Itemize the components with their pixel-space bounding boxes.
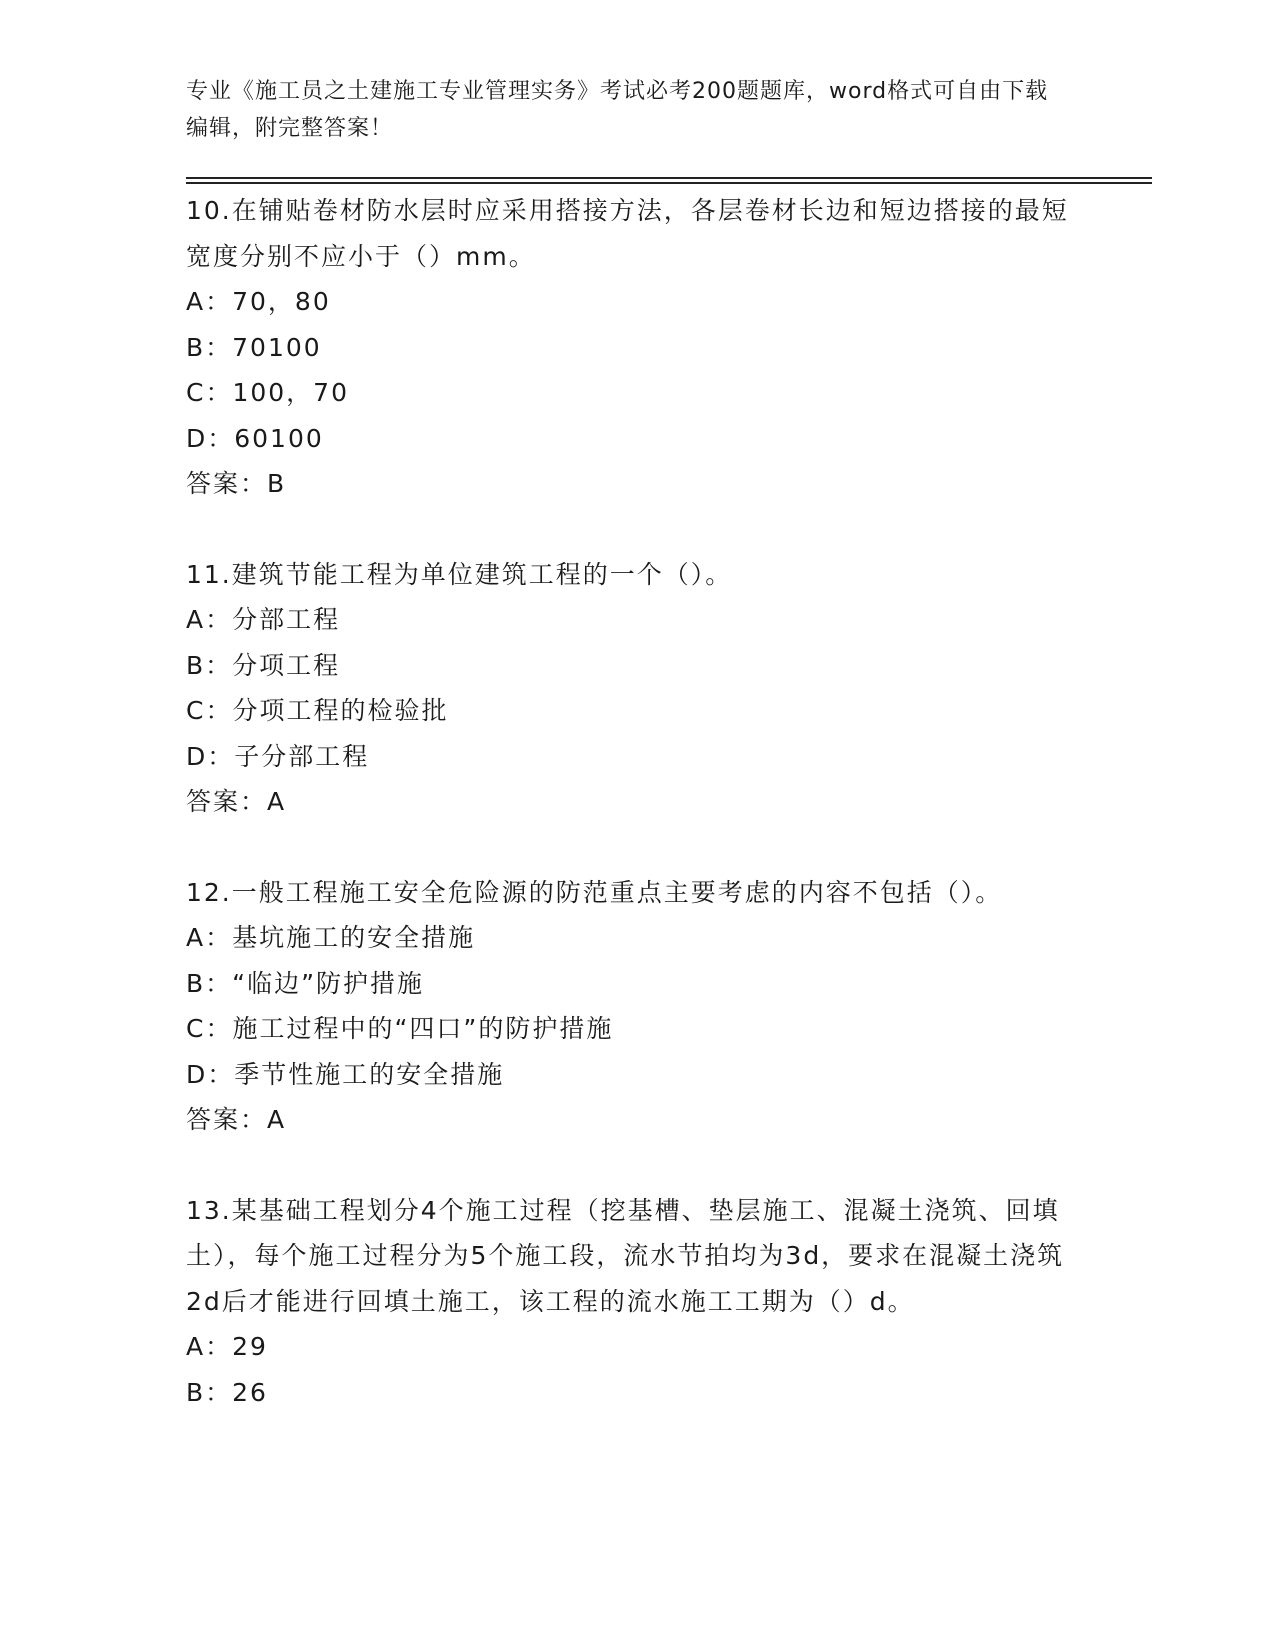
question-text: 13.某基础工程划分4个施工过程（挖基槽、垫层施工、混凝土浇筑、回填土），每个施工过程分为5个施工段，流水节拍均为3d，要求在混凝土浇筑2d后才能进行回填土施工，该工程的流水施工工期为（）d。	[186, 1195, 1065, 1316]
document-header: 专业《施工员之土建施工专业管理实务》考试必考200题题库，word格式可自由下载编辑，附完整答案！	[186, 79, 1049, 141]
option-c: C：施工过程中的“四口”的防护措施	[186, 1014, 614, 1043]
option-b: B：“临边”防护措施	[186, 968, 425, 998]
header-divider-bottom	[186, 182, 1152, 184]
option-c: C：分项工程的检验批	[186, 696, 449, 725]
option-d: D：季节性施工的安全措施	[186, 1059, 505, 1089]
header-divider-top	[186, 177, 1152, 179]
question-10	[186, 188, 1086, 507]
question-text: 11.建筑节能工程为单位建筑工程的一个（）。	[186, 559, 733, 589]
answer-text: 答案：B	[186, 469, 287, 498]
option-b: B：70100	[186, 332, 322, 362]
question-text: 12.一般工程施工安全危险源的防范重点主要考虑的内容不包括（）。	[186, 877, 1003, 907]
option-a: A：29	[186, 1332, 268, 1361]
question-11	[186, 552, 1086, 825]
option-b: B：26	[186, 1377, 268, 1407]
option-a: A：分部工程	[186, 605, 341, 634]
answer-text: 答案：A	[186, 787, 287, 816]
option-b: B：分项工程	[186, 650, 341, 680]
question-12	[186, 870, 1086, 1143]
option-c: C：100，70	[186, 378, 349, 407]
option-d: D：60100	[186, 423, 324, 453]
question-list	[186, 188, 1086, 1415]
option-d: D：子分部工程	[186, 741, 370, 771]
option-a: A：70，80	[186, 287, 331, 316]
question-text: 10.在铺贴卷材防水层时应采用搭接方法，各层卷材长边和短边搭接的最短宽度分别不应小于（）mm。	[186, 196, 1069, 271]
option-a: A：基坑施工的安全措施	[186, 923, 476, 952]
answer-text: 答案：A	[186, 1105, 287, 1134]
question-13	[186, 1188, 1086, 1416]
